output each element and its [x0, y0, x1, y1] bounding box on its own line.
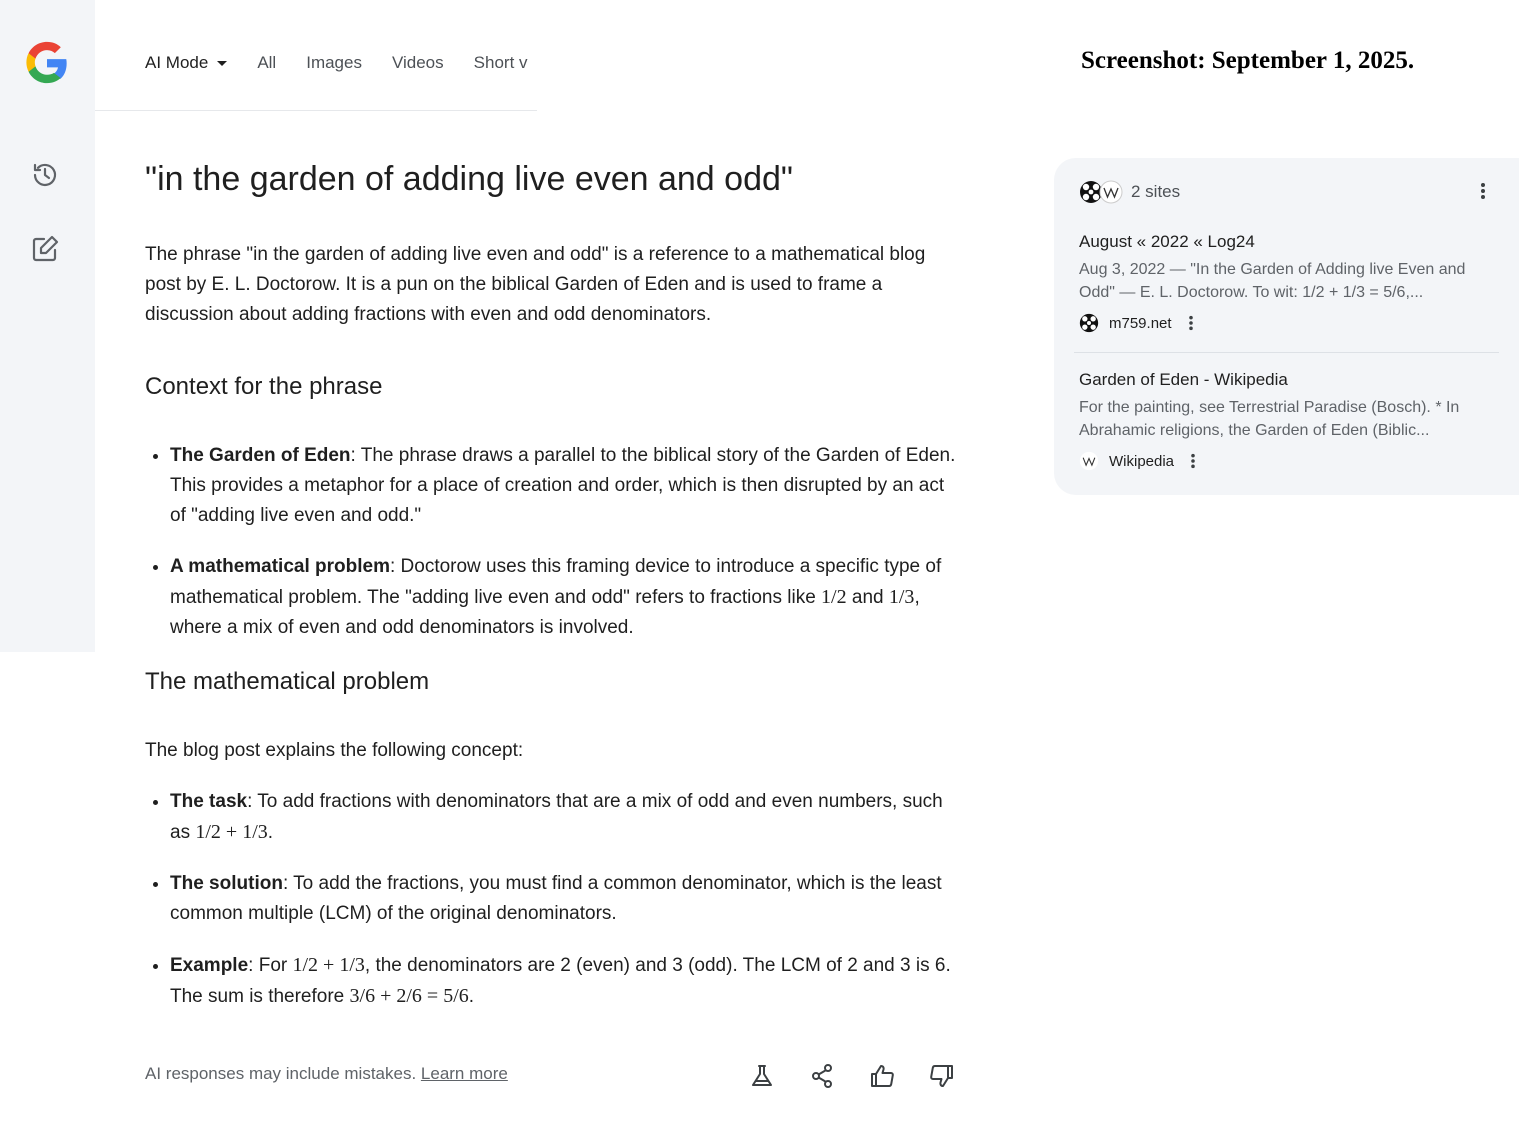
- list-item-term: The Garden of Eden: [170, 445, 351, 466]
- source-site-name: Wikipedia: [1109, 452, 1175, 470]
- list-item-text: : Doctorow uses this framing device to introduce a specific type of mathematical problem. The "adding live even and odd" refers to fractions like: [170, 556, 942, 608]
- list-item-text: .: [267, 822, 274, 843]
- section-intro: The blog post explains the following concept:: [145, 740, 524, 761]
- list-item-text: : To add fractions with denominators that are a mix of odd and even numbers, such as: [170, 791, 943, 843]
- google-logo-icon[interactable]: [24, 40, 70, 86]
- side-rail: [0, 0, 95, 652]
- list-item: [170, 787, 957, 848]
- source-site: [1079, 451, 1489, 471]
- source-site: [1079, 313, 1489, 333]
- section-heading-math-problem: The mathematical problem: [145, 668, 430, 695]
- answer-intro: The phrase "in the garden of adding live even and odd" is a reference to a mathematical blog post by E. L. Doctorow. It is a pun on the biblical Garden of Eden and is used to frame a discussion about adding fractions with even and odd denominators.: [145, 244, 926, 325]
- search-tabs: [145, 50, 537, 76]
- list-item-term: A mathematical problem: [170, 556, 390, 577]
- concept-list: [145, 787, 957, 1012]
- screenshot-date-stamp: Screenshot: September 1, 2025.: [1081, 47, 1415, 74]
- list-item: [170, 869, 957, 929]
- source-snippet: Aug 3, 2022 — "In the Garden of Adding live Even and Odd" — E. L. Doctorow. To wit: 1/2 + 1/3 = 5/6,...: [1079, 261, 1466, 301]
- source-snippet: For the painting, see Terrestrial Paradise (Bosch). * In Abrahamic religions, the Garden of Eden (Biblic...: [1079, 399, 1460, 439]
- math-fraction: 1/2: [821, 586, 847, 608]
- tab-all[interactable]: All: [257, 53, 277, 72]
- list-item-text: : To add the fractions, you must find a common denominator, which is the least common multiple (LCM) of the original denominators.: [170, 873, 942, 924]
- new-chat-icon[interactable]: [30, 234, 60, 264]
- m759-favicon-icon: [1079, 313, 1099, 333]
- nav-divider: [95, 110, 537, 111]
- thumbs-up-icon[interactable]: [867, 1061, 897, 1091]
- chevron-down-icon: [217, 61, 227, 66]
- thumbs-down-icon[interactable]: [927, 1061, 957, 1091]
- list-item-text: and: [846, 587, 889, 608]
- feedback-actions: [717, 1061, 957, 1091]
- disclaimer-text: AI responses may include mistakes.: [145, 1064, 417, 1083]
- section-heading-context: Context for the phrase: [145, 373, 383, 400]
- source-site-name: m759.net: [1109, 314, 1172, 332]
- more-options-icon[interactable]: [1188, 315, 1194, 331]
- context-list: [145, 441, 957, 643]
- list-item: [170, 552, 957, 643]
- math-fraction: 1/3: [888, 586, 915, 608]
- list-item-text: , where a mix of even and odd denominators is involved.: [170, 587, 920, 638]
- tab-ai-mode[interactable]: AI Mode: [145, 53, 227, 73]
- list-item-text: : The phrase draws a parallel to the biblical story of the Garden of Eden. This provides a metaphor for a place of creation and order, which is then disrupted by an act of "adding live even and odd.": [170, 445, 956, 526]
- more-options-icon[interactable]: [1480, 182, 1486, 200]
- list-item-term: The task: [170, 791, 248, 812]
- math-expression: 1/2 + 1/3: [195, 821, 268, 843]
- wikipedia-favicon-icon: [1079, 451, 1099, 471]
- source-card[interactable]: [1079, 368, 1489, 471]
- source-divider: [1074, 352, 1499, 353]
- labs-flask-icon[interactable]: [747, 1061, 777, 1091]
- sources-panel: [1054, 158, 1519, 495]
- list-item-term: Example: [170, 955, 249, 976]
- source-card[interactable]: [1079, 230, 1489, 333]
- ai-answer: [145, 155, 957, 1033]
- sites-count: 2 sites: [1131, 182, 1181, 201]
- list-item: [170, 950, 957, 1012]
- sources-header[interactable]: [1079, 180, 1180, 204]
- math-expression: 3/6 + 2/6 = 5/6: [349, 985, 469, 1007]
- list-item: [170, 441, 957, 531]
- answer-footer: [145, 1064, 957, 1092]
- more-options-icon[interactable]: [1190, 453, 1196, 469]
- query-heading: "in the garden of adding live even and odd": [145, 160, 793, 198]
- source-title[interactable]: Garden of Eden - Wikipedia: [1079, 370, 1288, 389]
- list-item-text: : For: [248, 955, 293, 976]
- wikipedia-favicon-icon: [1099, 180, 1123, 204]
- tab-videos[interactable]: Videos: [391, 53, 444, 72]
- history-icon[interactable]: [30, 160, 60, 190]
- list-item-text: , the denominators are 2 (even) and 3 (odd). The LCM of 2 and 3 is 6. The sum is therefore: [170, 955, 951, 1007]
- tab-short-videos[interactable]: Short v: [473, 53, 528, 72]
- list-item-term: The solution: [170, 873, 283, 894]
- tab-images[interactable]: Images: [306, 53, 362, 72]
- share-icon[interactable]: [807, 1061, 837, 1091]
- math-expression: 1/2 + 1/3: [292, 954, 365, 976]
- source-title[interactable]: August « 2022 « Log24: [1079, 232, 1255, 251]
- list-item-text: .: [468, 986, 475, 1007]
- learn-more-link[interactable]: Learn more: [420, 1064, 508, 1083]
